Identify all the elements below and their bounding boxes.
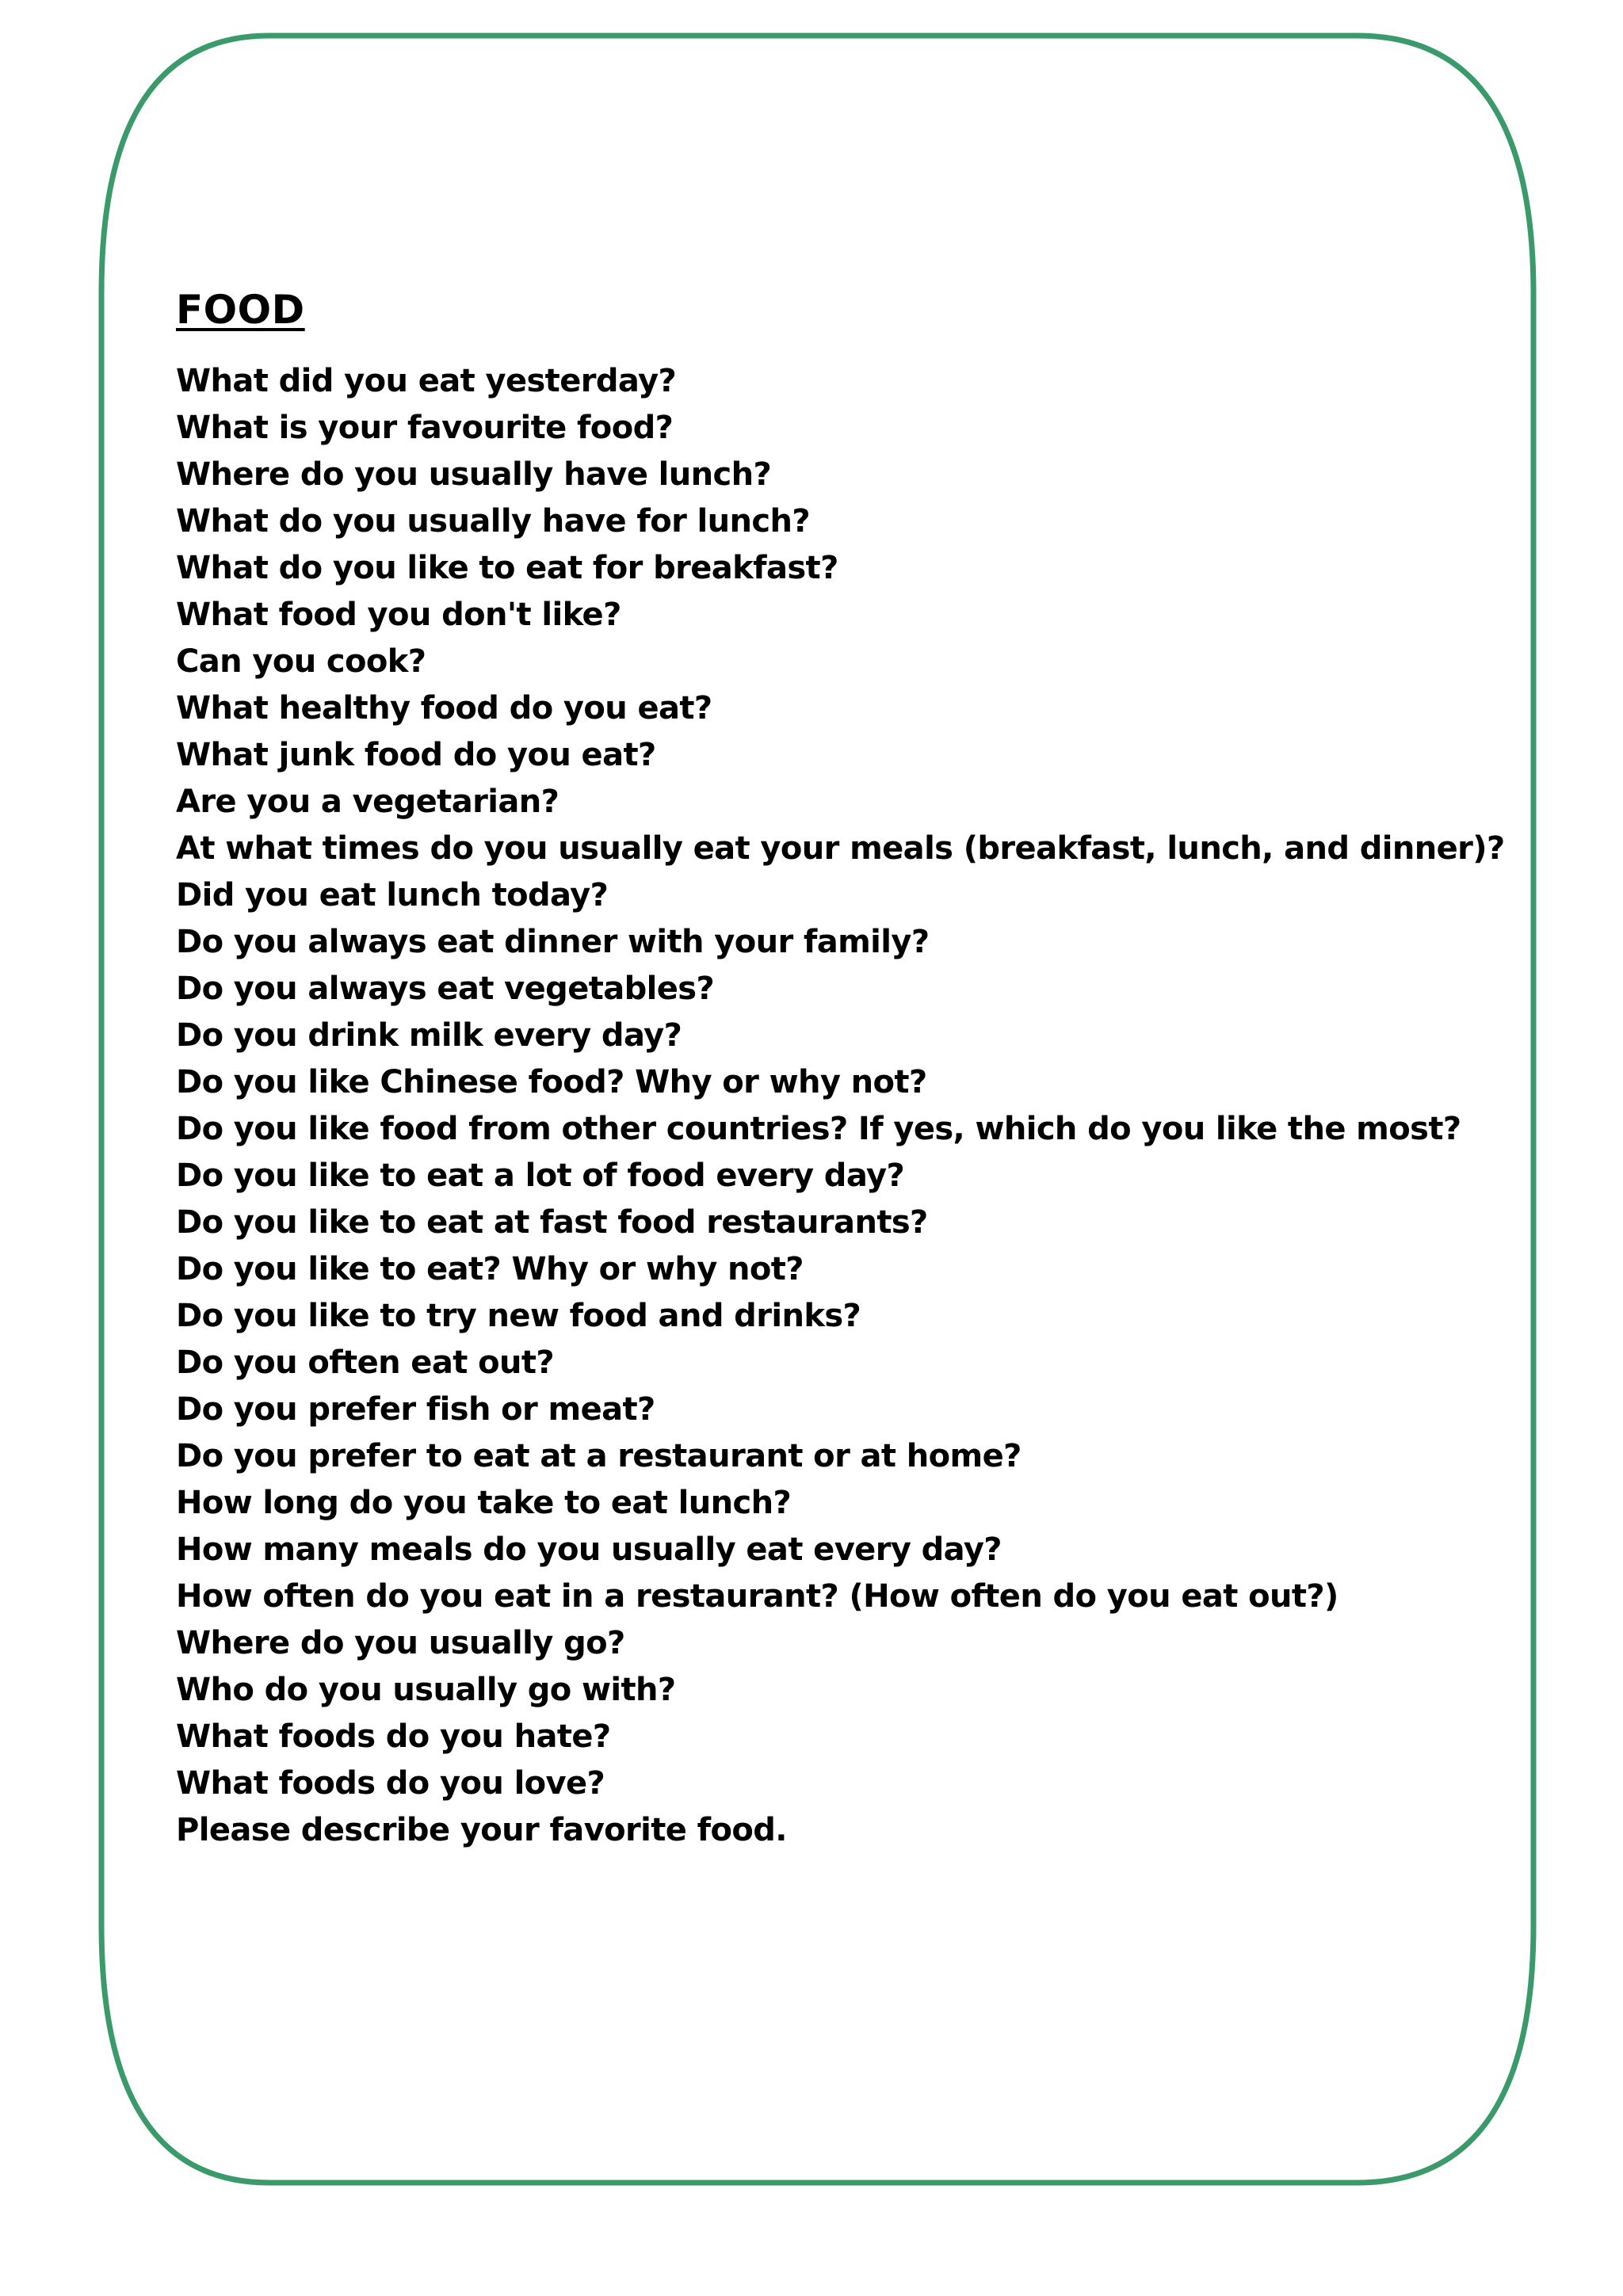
question-item: What did you eat yesterday?	[176, 363, 677, 399]
question-item: Are you a vegetarian?	[176, 784, 559, 820]
page-title: FOOD	[176, 287, 305, 333]
question-item: Do you always eat dinner with your family?	[176, 924, 930, 960]
question-item: What food you don't like?	[176, 597, 621, 633]
question-item: Do you like to try new food and drinks?	[176, 1298, 861, 1334]
question-item: Do you always eat vegetables?	[176, 971, 715, 1007]
question-item: Do you like Chinese food? Why or why not?	[176, 1064, 927, 1100]
question-item: How long do you take to eat lunch?	[176, 1485, 792, 1521]
question-item: Do you like to eat at fast food restaurants?	[176, 1204, 928, 1241]
document-body	[176, 282, 1505, 1854]
question-item: What healthy food do you eat?	[176, 690, 712, 727]
question-item: Do you like food from other countries? If yes, which do you like the most?	[176, 1111, 1461, 1147]
question-item: What foods do you hate?	[176, 1718, 611, 1755]
question-item: Can you cook?	[176, 643, 426, 680]
question-item: Where do you usually have lunch?	[176, 456, 772, 493]
question-item: Do you drink milk every day?	[176, 1017, 682, 1054]
question-item: Do you prefer fish or meat?	[176, 1391, 655, 1428]
question-item: How many meals do you usually eat every day?	[176, 1531, 1002, 1568]
question-item: What foods do you love?	[176, 1765, 605, 1802]
question-item: What do you like to eat for breakfast?	[176, 550, 838, 586]
question-item: How often do you eat in a restaurant? (How often do you eat out?)	[176, 1578, 1338, 1615]
question-item: Do you often eat out?	[176, 1344, 554, 1381]
question-item: Do you prefer to eat at a restaurant or at home?	[176, 1438, 1022, 1474]
question-item: Do you like to eat a lot of food every day?	[176, 1158, 905, 1194]
question-item: Who do you usually go with?	[176, 1672, 676, 1708]
question-item: Please describe your favorite food.	[176, 1812, 787, 1848]
question-item: Did you eat lunch today?	[176, 877, 609, 913]
question-list	[176, 358, 1505, 1854]
question-item: Where do you usually go?	[176, 1625, 625, 1661]
question-item: At what times do you usually eat your meals (breakfast, lunch, and dinner)?	[176, 830, 1505, 867]
question-item: What is your favourite food?	[176, 410, 674, 446]
question-item: What junk food do you eat?	[176, 737, 656, 773]
question-item: Do you like to eat? Why or why not?	[176, 1251, 804, 1287]
question-item: What do you usually have for lunch?	[176, 503, 810, 540]
